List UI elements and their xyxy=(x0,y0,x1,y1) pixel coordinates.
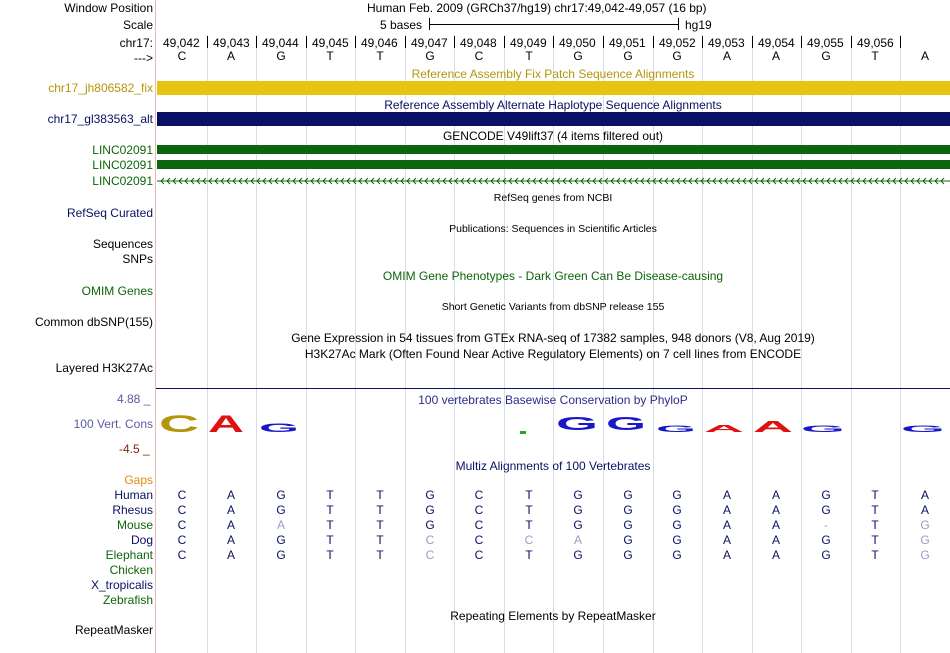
multiz-base: G xyxy=(672,518,682,532)
multiz-base: A xyxy=(722,488,731,502)
multiz-species-label[interactable]: Rhesus xyxy=(112,503,153,517)
multiz-base: G xyxy=(623,533,633,547)
reference-base: T xyxy=(525,49,533,63)
multiz-base: G xyxy=(276,503,286,517)
dbsnp-track-title: Short Genetic Variants from dbSNP release 155 xyxy=(441,301,665,313)
gencode-transcript-bar-2[interactable] xyxy=(157,160,950,169)
multiz-base: G xyxy=(276,488,286,502)
multiz-species-label[interactable]: Mouse xyxy=(116,518,153,532)
position-tick-label: 49,055 xyxy=(807,36,844,50)
position-tick-label: 49,051 xyxy=(609,36,646,50)
multiz-base: A xyxy=(920,488,929,502)
multiz-base: G xyxy=(672,503,682,517)
multiz-base: T xyxy=(871,548,879,562)
phylop-track-title: 100 vertebrates Basewise Conservation by PhyloP xyxy=(418,393,688,407)
multiz-base: A xyxy=(920,503,929,517)
multiz-base: G xyxy=(821,503,831,517)
gencode-transcript-bar-1[interactable] xyxy=(157,145,950,154)
multiz-base: G xyxy=(672,488,682,502)
position-tick xyxy=(851,36,852,48)
multiz-base: T xyxy=(326,488,334,502)
h3k27ac-label[interactable]: Layered H3K27Ac xyxy=(55,361,153,375)
multiz-base: T xyxy=(525,518,533,532)
reference-base: G xyxy=(623,49,633,63)
refseq-label[interactable]: RefSeq Curated xyxy=(66,206,153,220)
reference-base: G xyxy=(821,49,831,63)
multiz-base: G xyxy=(573,488,583,502)
publications-snps-label[interactable]: SNPs xyxy=(122,252,153,266)
omim-label[interactable]: OMIM Genes xyxy=(81,284,153,298)
multiz-base: G xyxy=(573,548,583,562)
position-tick-label: 49,056 xyxy=(857,36,894,50)
reference-base: A xyxy=(920,49,929,63)
multiz-base: C xyxy=(474,503,484,517)
multiz-base: A xyxy=(771,503,780,517)
multiz-base: T xyxy=(871,488,879,502)
reference-base: A xyxy=(771,49,780,63)
reference-base: A xyxy=(226,49,235,63)
svg-text:G: G xyxy=(556,414,598,434)
multiz-base: A xyxy=(573,533,582,547)
multiz-base: A xyxy=(276,518,285,532)
alt-haplotype-alignment-bar[interactable] xyxy=(157,112,950,126)
multiz-base: A xyxy=(226,548,235,562)
multiz-base: - xyxy=(824,518,828,532)
multiz-species-label[interactable]: Zebrafish xyxy=(102,593,153,607)
multiz-base: T xyxy=(326,518,334,532)
multiz-base: T xyxy=(376,503,384,517)
multiz-base: G xyxy=(672,548,682,562)
fix-patch-label[interactable]: chr17_jh806582_fix xyxy=(48,81,153,95)
multiz-base: A xyxy=(226,488,235,502)
position-tick-label: 49,050 xyxy=(559,36,596,50)
multiz-base: C xyxy=(177,548,187,562)
multiz-base: T xyxy=(525,488,533,502)
chrom-label: chr17: xyxy=(119,36,153,50)
dbsnp-label[interactable]: Common dbSNP(155) xyxy=(34,315,153,329)
alt-haplotype-track-title: Reference Assembly Alternate Haplotype Sequence Alignments xyxy=(384,98,722,112)
position-tick xyxy=(207,36,208,48)
multiz-base: T xyxy=(326,503,334,517)
position-tick-label: 49,044 xyxy=(262,36,299,50)
multiz-base: T xyxy=(525,548,533,562)
position-tick xyxy=(306,36,307,48)
multiz-base: C xyxy=(425,548,435,562)
phylop-logo[interactable] xyxy=(156,408,950,438)
publications-sequences-label[interactable]: Sequences xyxy=(92,237,153,251)
multiz-species-label[interactable]: Human xyxy=(114,488,153,502)
multiz-base: T xyxy=(376,533,384,547)
multiz-base: G xyxy=(920,533,930,547)
multiz-base: A xyxy=(722,518,731,532)
refseq-track-title: RefSeq genes from NCBI xyxy=(493,192,613,204)
multiz-base: G xyxy=(425,518,435,532)
multiz-base: C xyxy=(474,518,484,532)
reference-base: G xyxy=(573,49,583,63)
multiz-base: G xyxy=(821,548,831,562)
multiz-base: T xyxy=(326,533,334,547)
position-tick-label: 49,043 xyxy=(213,36,250,50)
multiz-base: G xyxy=(276,548,286,562)
position-tick xyxy=(504,36,505,48)
reference-base: T xyxy=(376,49,384,63)
reference-base: C xyxy=(177,49,187,63)
multiz-base: T xyxy=(871,533,879,547)
scale-label: Scale xyxy=(122,18,153,32)
multiz-base: G xyxy=(920,518,930,532)
window-position-label: Window Position xyxy=(64,1,153,15)
multiz-base: C xyxy=(177,503,187,517)
gencode-item-label-2[interactable]: LINC02091 xyxy=(92,158,153,172)
reference-base: G xyxy=(672,49,682,63)
multiz-base: C xyxy=(474,488,484,502)
multiz-base: T xyxy=(871,518,879,532)
multiz-base: A xyxy=(771,533,780,547)
position-tick-label: 49,053 xyxy=(708,36,745,50)
repeatmasker-label[interactable]: RepeatMasker xyxy=(74,623,153,637)
multiz-base: G xyxy=(821,488,831,502)
multiz-base: C xyxy=(177,533,187,547)
multiz-base: G xyxy=(920,548,930,562)
position-tick xyxy=(553,36,554,48)
position-tick xyxy=(752,36,753,48)
position-tick-label: 49,052 xyxy=(659,36,696,50)
position-tick-label: 49,042 xyxy=(163,36,200,50)
multiz-base: A xyxy=(722,533,731,547)
multiz-base: G xyxy=(623,548,633,562)
svg-text:A: A xyxy=(753,419,795,436)
multiz-base: G xyxy=(623,503,633,517)
multiz-base: A xyxy=(771,488,780,502)
multiz-gaps-label[interactable]: Gaps xyxy=(124,473,153,487)
position-tick xyxy=(801,36,802,48)
reference-base: T xyxy=(871,49,879,63)
scale-text: 5 bases xyxy=(380,18,423,32)
svg-text:G: G xyxy=(801,424,845,434)
position-tick-label: 49,045 xyxy=(312,36,349,50)
multiz-base: C xyxy=(177,488,187,502)
position-tick-label: 49,046 xyxy=(361,36,398,50)
multiz-base: C xyxy=(177,518,187,532)
phylop-min-label: -4.5 _ xyxy=(119,442,150,456)
multiz-base: A xyxy=(226,533,235,547)
multiz-base: A xyxy=(771,518,780,532)
multiz-base: C xyxy=(474,533,484,547)
position-tick-label: 49,049 xyxy=(510,36,547,50)
scale-bar xyxy=(429,18,680,32)
multiz-base: C xyxy=(474,548,484,562)
h3k27ac-track-title: H3K27Ac Mark (Often Found Near Active Regulatory Elements) on 7 cell lines from ENCODE xyxy=(304,347,802,361)
gencode-intron-line[interactable] xyxy=(157,175,950,187)
svg-text:C: C xyxy=(159,411,199,438)
reference-base: G xyxy=(276,49,286,63)
phylop-max-label: 4.88 _ xyxy=(117,392,151,406)
multiz-base: T xyxy=(376,488,384,502)
multiz-track-title: Multiz Alignments of 100 Vertebrates xyxy=(455,459,651,473)
multiz-base: A xyxy=(226,518,235,532)
multiz-species-label[interactable]: X_tropicalis xyxy=(90,578,153,592)
phylop-label[interactable]: 100 Vert. Cons xyxy=(73,417,153,431)
svg-text:G: G xyxy=(901,424,945,434)
position-tick-label: 49,048 xyxy=(460,36,497,50)
position-tick xyxy=(454,36,455,48)
window-position-value: Human Feb. 2009 (GRCh37/hg19) chr17:49,042-49,057 (16 bp) xyxy=(367,1,707,15)
multiz-base: G xyxy=(623,488,633,502)
svg-text:A: A xyxy=(208,411,244,438)
reference-base: T xyxy=(326,49,334,63)
position-tick xyxy=(355,36,356,48)
multiz-base: T xyxy=(376,548,384,562)
multiz-species-label[interactable]: Elephant xyxy=(105,548,153,562)
multiz-base: G xyxy=(821,533,831,547)
multiz-base: C xyxy=(425,533,435,547)
multiz-base: A xyxy=(722,548,731,562)
multiz-base: G xyxy=(276,533,286,547)
position-tick xyxy=(653,36,654,48)
svg-text:A: A xyxy=(704,424,744,435)
omim-track-title: OMIM Gene Phenotypes - Dark Green Can Be Disease-causing xyxy=(382,269,724,283)
gencode-track-title: GENCODE V49lift37 (4 items filtered out) xyxy=(442,129,664,143)
scale-assembly: hg19 xyxy=(685,18,712,32)
multiz-base: T xyxy=(525,503,533,517)
multiz-base: T xyxy=(376,518,384,532)
strand-arrow-label: ---> xyxy=(134,51,153,65)
position-tick-label: 49,054 xyxy=(758,36,795,50)
multiz-base: G xyxy=(573,503,583,517)
position-tick xyxy=(900,36,901,48)
reference-base: A xyxy=(722,49,731,63)
position-tick-label: 49,047 xyxy=(411,36,448,50)
reference-base: G xyxy=(425,49,435,63)
multiz-base: A xyxy=(226,503,235,517)
position-tick xyxy=(603,36,604,48)
position-tick xyxy=(405,36,406,48)
gtex-track-title: Gene Expression in 54 tissues from GTEx RNA-seq of 17382 samples, 948 donors (V8, Aug 2019) xyxy=(291,331,815,345)
gencode-item-label-1[interactable]: LINC02091 xyxy=(92,143,153,157)
reference-base: C xyxy=(474,49,484,63)
svg-text:G: G xyxy=(259,421,299,435)
multiz-species-label[interactable]: Dog xyxy=(130,533,153,547)
multiz-base: G xyxy=(672,533,682,547)
alt-haplotype-label[interactable]: chr17_gl383563_alt xyxy=(47,112,153,126)
repeatmasker-track-title: Repeating Elements by RepeatMasker xyxy=(450,609,656,623)
multiz-base: A xyxy=(771,548,780,562)
h3k27ac-baseline xyxy=(156,388,950,389)
multiz-species-label[interactable]: Chicken xyxy=(109,563,153,577)
multiz-base: G xyxy=(425,503,435,517)
position-tick xyxy=(702,36,703,48)
svg-text:G: G xyxy=(606,414,646,434)
multiz-base: T xyxy=(871,503,879,517)
position-tick xyxy=(256,36,257,48)
multiz-base: G xyxy=(623,518,633,532)
publications-track-title: Publications: Sequences in Scientific Articles xyxy=(449,223,657,235)
multiz-base: C xyxy=(524,533,534,547)
fix-patch-track-title: Reference Assembly Fix Patch Sequence Alignments xyxy=(411,67,695,81)
multiz-base: T xyxy=(326,548,334,562)
multiz-base: G xyxy=(425,488,435,502)
multiz-base: G xyxy=(573,518,583,532)
svg-text:G: G xyxy=(656,424,696,434)
fix-patch-alignment-bar[interactable] xyxy=(157,81,950,95)
multiz-base: A xyxy=(722,503,731,517)
gencode-item-label-3[interactable]: LINC02091 xyxy=(92,174,153,188)
